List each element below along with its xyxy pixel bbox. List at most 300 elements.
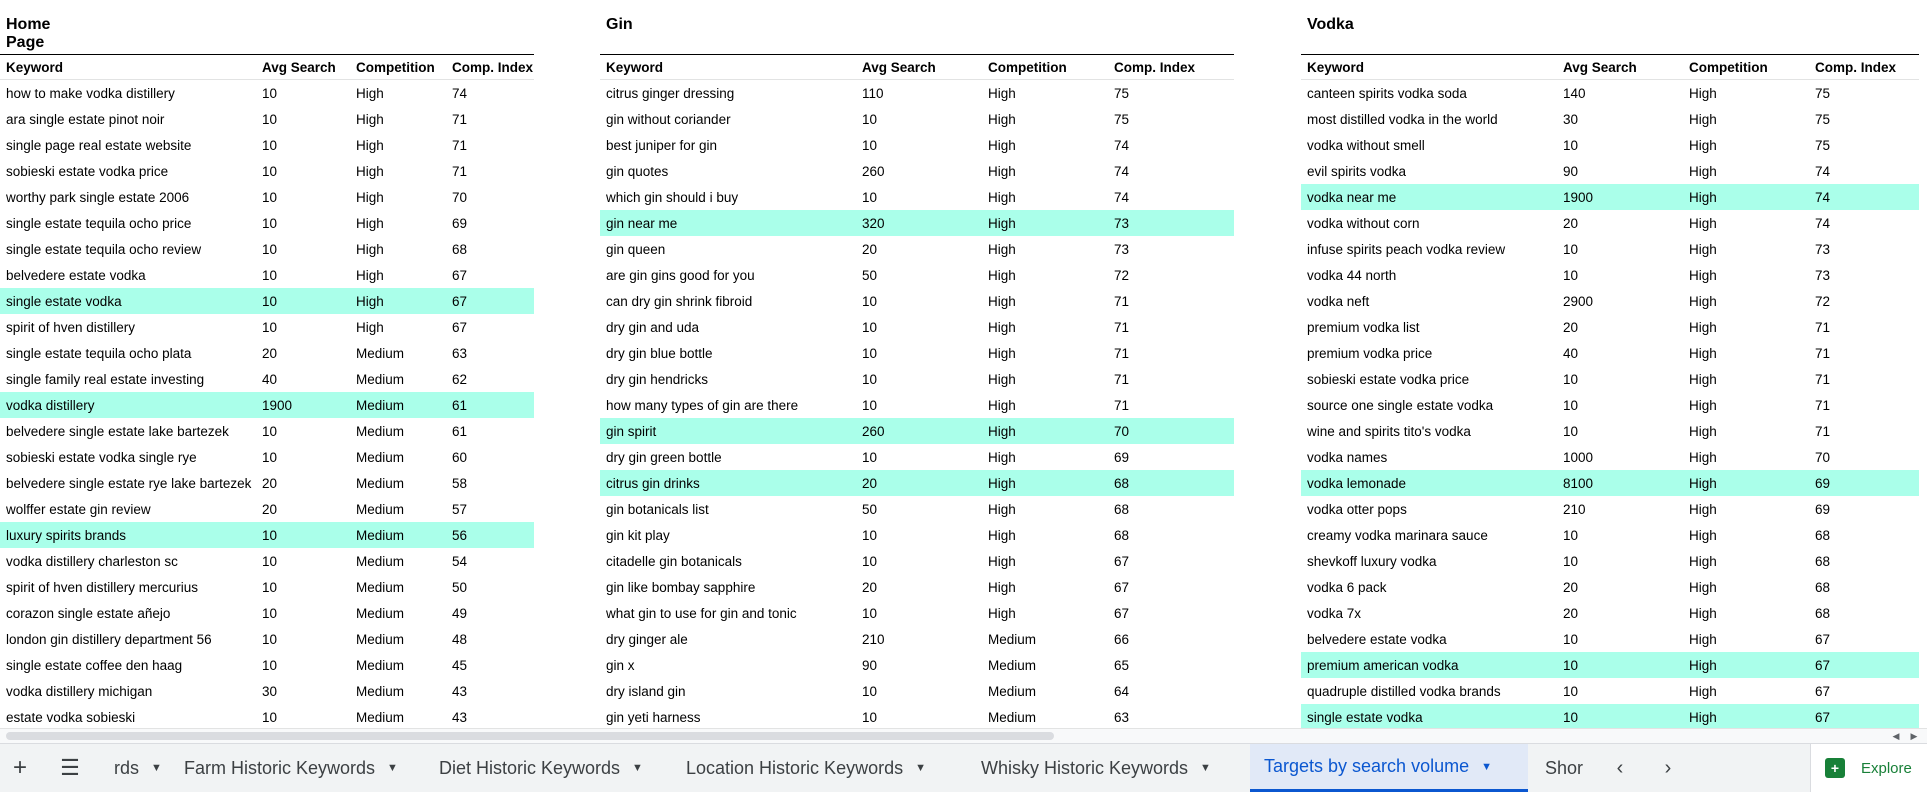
keyword-cell[interactable]: evil spirits vodka: [1307, 163, 1407, 179]
avg-search-cell[interactable]: 10: [862, 293, 878, 309]
avg-search-cell[interactable]: 10: [1563, 683, 1579, 699]
comp-index-cell[interactable]: 68: [452, 241, 468, 257]
keyword-cell[interactable]: luxury spirits brands: [0, 522, 256, 548]
comp-index-cell[interactable]: 68: [1108, 470, 1234, 496]
comp-index-cell[interactable]: 71: [1815, 423, 1831, 439]
avg-search-cell[interactable]: 20: [862, 579, 878, 595]
competition-cell[interactable]: High: [356, 111, 384, 127]
comp-index-cell[interactable]: 75: [1114, 111, 1130, 127]
competition-cell[interactable]: High: [988, 137, 1016, 153]
comp-index-cell[interactable]: 67: [446, 288, 534, 314]
horizontal-scrollbar[interactable]: [0, 728, 1927, 743]
competition-cell[interactable]: High: [988, 85, 1016, 101]
keyword-cell[interactable]: gin kit play: [606, 527, 670, 543]
keyword-cell[interactable]: canteen spirits vodka soda: [1307, 85, 1467, 101]
comp-index-cell[interactable]: 60: [452, 449, 468, 465]
avg-search-cell[interactable]: 10: [1563, 371, 1579, 387]
explore-button[interactable]: [1810, 744, 1927, 792]
scroll-tabs-right-button[interactable]: [1646, 744, 1690, 792]
avg-search-cell[interactable]: 1900: [256, 392, 350, 418]
comp-index-cell[interactable]: 71: [1114, 397, 1130, 413]
keyword-cell[interactable]: gin queen: [606, 241, 666, 257]
avg-search-cell[interactable]: 10: [862, 319, 878, 335]
competition-cell[interactable]: High: [1689, 111, 1717, 127]
competition-cell[interactable]: High: [1683, 704, 1809, 728]
avg-search-cell[interactable]: 10: [262, 215, 278, 231]
competition-cell[interactable]: High: [356, 189, 384, 205]
competition-cell[interactable]: High: [1689, 423, 1717, 439]
keyword-cell[interactable]: most distilled vodka in the world: [1307, 111, 1498, 127]
comp-index-cell[interactable]: 68: [1815, 553, 1831, 569]
keyword-cell[interactable]: citadelle gin botanicals: [606, 553, 742, 569]
keyword-cell[interactable]: single estate vodka: [1301, 704, 1557, 728]
comp-index-cell[interactable]: 67: [1809, 704, 1919, 728]
sheet-tab[interactable]: [967, 744, 1245, 792]
comp-index-cell[interactable]: 54: [452, 553, 468, 569]
competition-cell[interactable]: High: [988, 111, 1016, 127]
keyword-cell[interactable]: vodka 6 pack: [1307, 579, 1387, 595]
avg-search-cell[interactable]: 10: [862, 709, 878, 725]
avg-search-cell[interactable]: 1900: [1557, 184, 1683, 210]
keyword-cell[interactable]: quadruple distilled vodka brands: [1307, 683, 1501, 699]
avg-search-header[interactable]: Avg Search: [256, 55, 350, 80]
competition-cell[interactable]: High: [1689, 631, 1717, 647]
comp-index-cell[interactable]: 72: [1114, 267, 1130, 283]
keyword-cell[interactable]: vodka 7x: [1307, 605, 1362, 621]
avg-search-cell[interactable]: 20: [1563, 215, 1579, 231]
comp-index-cell[interactable]: 70: [452, 189, 468, 205]
avg-search-cell[interactable]: 140: [1563, 85, 1586, 101]
competition-cell[interactable]: Medium: [988, 709, 1037, 725]
comp-index-cell[interactable]: 74: [1809, 184, 1919, 210]
competition-cell[interactable]: High: [988, 397, 1016, 413]
avg-search-cell[interactable]: 10: [262, 449, 278, 465]
keyword-cell[interactable]: gin botanicals list: [606, 501, 709, 517]
comp-index-cell[interactable]: 68: [1114, 527, 1130, 543]
competition-cell[interactable]: High: [1683, 470, 1809, 496]
avg-search-cell[interactable]: 10: [862, 345, 878, 361]
competition-cell[interactable]: High: [988, 553, 1016, 569]
competition-cell[interactable]: High: [1689, 501, 1717, 517]
avg-search-cell[interactable]: 10: [262, 709, 278, 725]
keyword-cell[interactable]: vodka 44 north: [1307, 267, 1397, 283]
comp-index-cell[interactable]: 73: [1108, 210, 1234, 236]
keyword-cell[interactable]: best juniper for gin: [606, 137, 718, 153]
competition-cell[interactable]: High: [988, 501, 1016, 517]
competition-cell[interactable]: Medium: [356, 553, 405, 569]
avg-search-cell[interactable]: 10: [1563, 241, 1579, 257]
keyword-cell[interactable]: vodka near me: [1301, 184, 1557, 210]
keyword-cell[interactable]: gin spirit: [600, 418, 856, 444]
keyword-cell[interactable]: belvedere single estate lake bartezek: [6, 423, 229, 439]
keyword-cell[interactable]: are gin gins good for you: [606, 267, 755, 283]
avg-search-cell[interactable]: 10: [862, 683, 878, 699]
keyword-cell[interactable]: wine and spirits tito's vodka: [1307, 423, 1471, 439]
avg-search-cell[interactable]: 50: [862, 267, 878, 283]
avg-search-cell[interactable]: 10: [1557, 704, 1683, 728]
avg-search-cell[interactable]: 10: [262, 553, 278, 569]
avg-search-cell[interactable]: 10: [862, 527, 878, 543]
avg-search-cell[interactable]: 10: [262, 605, 278, 621]
comp-index-cell[interactable]: 74: [452, 85, 468, 101]
avg-search-cell[interactable]: 10: [1563, 397, 1579, 413]
avg-search-cell[interactable]: 30: [262, 683, 278, 699]
comp-index-cell[interactable]: 67: [1815, 683, 1831, 699]
keyword-cell[interactable]: vodka names: [1307, 449, 1388, 465]
keyword-cell[interactable]: which gin should i buy: [606, 189, 739, 205]
competition-cell[interactable]: Medium: [356, 579, 405, 595]
comp-index-cell[interactable]: 73: [1114, 241, 1130, 257]
comp-index-cell[interactable]: 71: [1114, 293, 1130, 309]
competition-cell[interactable]: High: [1689, 137, 1717, 153]
comp-index-cell[interactable]: 61: [452, 423, 468, 439]
avg-search-cell[interactable]: 20: [856, 470, 982, 496]
competition-cell[interactable]: High: [1689, 527, 1717, 543]
keyword-cell[interactable]: sobieski estate vodka price: [6, 163, 169, 179]
avg-search-cell[interactable]: 20: [262, 501, 278, 517]
keyword-cell[interactable]: vodka distillery: [0, 392, 256, 418]
keyword-cell[interactable]: single estate vodka: [0, 288, 256, 314]
keyword-cell[interactable]: source one single estate vodka: [1307, 397, 1494, 413]
keyword-cell[interactable]: vodka neft: [1307, 293, 1370, 309]
sheet-tab[interactable]: [1250, 744, 1528, 792]
comp-index-cell[interactable]: 74: [1114, 137, 1130, 153]
avg-search-cell[interactable]: 30: [1563, 111, 1579, 127]
avg-search-cell[interactable]: 10: [862, 371, 878, 387]
comp-index-cell[interactable]: 69: [1114, 449, 1130, 465]
avg-search-cell[interactable]: 10: [862, 397, 878, 413]
keyword-header[interactable]: Keyword: [0, 55, 256, 80]
competition-cell[interactable]: High: [1689, 85, 1717, 101]
competition-cell[interactable]: Medium: [350, 522, 446, 548]
keyword-cell[interactable]: can dry gin shrink fibroid: [606, 293, 753, 309]
keyword-cell[interactable]: citrus ginger dressing: [606, 85, 735, 101]
keyword-cell[interactable]: vodka distillery charleston sc: [6, 553, 178, 569]
avg-search-cell[interactable]: 260: [862, 163, 885, 179]
avg-search-cell[interactable]: 20: [1563, 605, 1579, 621]
competition-header[interactable]: Competition: [350, 55, 446, 80]
keyword-cell[interactable]: spirit of hven distillery mercurius: [6, 579, 199, 595]
comp-index-cell[interactable]: 65: [1114, 657, 1130, 673]
keyword-cell[interactable]: gin near me: [600, 210, 856, 236]
comp-index-cell[interactable]: 50: [452, 579, 468, 595]
avg-search-cell[interactable]: 10: [1563, 423, 1579, 439]
competition-cell[interactable]: High: [1689, 371, 1717, 387]
keyword-cell[interactable]: worthy park single estate 2006: [6, 189, 190, 205]
avg-search-cell[interactable]: 210: [862, 631, 885, 647]
comp-index-cell[interactable]: 72: [1815, 293, 1831, 309]
keyword-cell[interactable]: estate vodka sobieski: [6, 709, 136, 725]
comp-index-cell[interactable]: 67: [1114, 553, 1130, 569]
competition-cell[interactable]: High: [1689, 241, 1717, 257]
avg-search-cell[interactable]: 10: [262, 579, 278, 595]
avg-search-cell[interactable]: 50: [862, 501, 878, 517]
comp-index-cell[interactable]: 73: [1815, 267, 1831, 283]
comp-index-cell[interactable]: 48: [452, 631, 468, 647]
comp-index-cell[interactable]: 74: [1815, 215, 1831, 231]
avg-search-cell[interactable]: 40: [1563, 345, 1579, 361]
avg-search-cell[interactable]: 260: [856, 418, 982, 444]
comp-index-header[interactable]: Comp. Index: [1108, 55, 1234, 80]
avg-search-cell[interactable]: 10: [1563, 267, 1579, 283]
avg-search-cell[interactable]: 110: [862, 85, 884, 101]
comp-index-cell[interactable]: 74: [1114, 189, 1130, 205]
sheet-tab[interactable]: [1533, 744, 1593, 792]
horizontal-scrollbar-thumb[interactable]: [6, 732, 1054, 740]
avg-search-cell[interactable]: 40: [262, 371, 278, 387]
comp-index-cell[interactable]: 43: [452, 709, 468, 725]
comp-index-cell[interactable]: 63: [452, 345, 468, 361]
avg-search-cell[interactable]: 10: [862, 111, 878, 127]
competition-header[interactable]: Competition: [982, 55, 1108, 80]
competition-cell[interactable]: High: [988, 345, 1016, 361]
keyword-cell[interactable]: vodka without corn: [1307, 215, 1420, 231]
competition-cell[interactable]: High: [988, 605, 1016, 621]
avg-search-cell[interactable]: 10: [262, 241, 278, 257]
avg-search-cell[interactable]: 10: [1563, 527, 1579, 543]
keyword-cell[interactable]: belvedere estate vodka: [1307, 631, 1447, 647]
keyword-cell[interactable]: citrus gin drinks: [600, 470, 856, 496]
competition-cell[interactable]: Medium: [350, 392, 446, 418]
avg-search-cell[interactable]: 10: [862, 449, 878, 465]
competition-cell[interactable]: Medium: [356, 423, 405, 439]
competition-cell[interactable]: High: [1683, 652, 1809, 678]
avg-search-cell[interactable]: 10: [262, 137, 278, 153]
competition-cell[interactable]: High: [1689, 683, 1717, 699]
sheet-tab[interactable]: [100, 744, 170, 792]
comp-index-cell[interactable]: 69: [452, 215, 468, 231]
keyword-cell[interactable]: creamy vodka marinara sauce: [1307, 527, 1488, 543]
comp-index-cell[interactable]: 73: [1815, 241, 1831, 257]
keyword-cell[interactable]: gin like bombay sapphire: [606, 579, 756, 595]
competition-cell[interactable]: High: [1689, 553, 1717, 569]
competition-cell[interactable]: Medium: [988, 631, 1037, 647]
keyword-cell[interactable]: dry gin blue bottle: [606, 345, 713, 361]
avg-search-cell[interactable]: 10: [256, 522, 350, 548]
competition-cell[interactable]: High: [988, 163, 1016, 179]
keyword-header[interactable]: Keyword: [600, 55, 856, 80]
comp-index-cell[interactable]: 75: [1114, 85, 1130, 101]
comp-index-cell[interactable]: 70: [1108, 418, 1234, 444]
competition-header[interactable]: Competition: [1683, 55, 1809, 80]
competition-cell[interactable]: High: [356, 215, 384, 231]
comp-index-cell[interactable]: 68: [1114, 501, 1130, 517]
all-sheets-button[interactable]: [50, 744, 90, 792]
comp-index-cell[interactable]: 45: [452, 657, 468, 673]
avg-search-cell[interactable]: 10: [262, 657, 278, 673]
competition-cell[interactable]: High: [356, 267, 384, 283]
comp-index-cell[interactable]: 67: [452, 319, 468, 335]
competition-cell[interactable]: High: [356, 85, 384, 101]
comp-index-cell[interactable]: 71: [1815, 319, 1831, 335]
keyword-cell[interactable]: shevkoff luxury vodka: [1307, 553, 1437, 569]
keyword-cell[interactable]: spirit of hven distillery: [6, 319, 136, 335]
comp-index-cell[interactable]: 67: [1114, 579, 1130, 595]
competition-cell[interactable]: High: [982, 210, 1108, 236]
avg-search-cell[interactable]: 10: [262, 189, 278, 205]
sheet-tab[interactable]: [672, 744, 962, 792]
competition-cell[interactable]: High: [1689, 449, 1717, 465]
comp-index-cell[interactable]: 67: [452, 267, 468, 283]
keyword-cell[interactable]: single estate coffee den haag: [6, 657, 183, 673]
avg-search-header[interactable]: Avg Search: [1557, 55, 1683, 80]
keyword-cell[interactable]: london gin distillery department 56: [6, 631, 212, 647]
avg-search-cell[interactable]: 2900: [1563, 293, 1594, 309]
avg-search-cell[interactable]: 10: [1563, 553, 1579, 569]
keyword-cell[interactable]: gin without coriander: [606, 111, 731, 127]
avg-search-cell[interactable]: 10: [262, 319, 278, 335]
comp-index-cell[interactable]: 62: [452, 371, 468, 387]
avg-search-cell[interactable]: 10: [862, 189, 878, 205]
comp-index-cell[interactable]: 67: [1114, 605, 1130, 621]
caret-down-icon[interactable]: ▼: [632, 762, 643, 774]
caret-down-icon[interactable]: ▼: [1481, 760, 1492, 773]
keyword-cell[interactable]: single family real estate investing: [6, 371, 205, 387]
competition-cell[interactable]: Medium: [356, 501, 405, 517]
caret-down-icon[interactable]: ▼: [151, 762, 162, 774]
comp-index-cell[interactable]: 67: [1815, 631, 1831, 647]
competition-cell[interactable]: High: [988, 371, 1016, 387]
avg-search-cell[interactable]: 10: [1563, 137, 1579, 153]
comp-index-cell[interactable]: 74: [1114, 163, 1130, 179]
keyword-cell[interactable]: dry gin and uda: [606, 319, 700, 335]
competition-cell[interactable]: High: [1689, 605, 1717, 621]
comp-index-cell[interactable]: 75: [1815, 85, 1831, 101]
competition-cell[interactable]: High: [988, 449, 1016, 465]
caret-down-icon[interactable]: ▼: [387, 762, 398, 774]
keyword-cell[interactable]: dry gin hendricks: [606, 371, 709, 387]
comp-index-cell[interactable]: 71: [1815, 345, 1831, 361]
keyword-cell[interactable]: sobieski estate vodka single rye: [6, 449, 197, 465]
keyword-cell[interactable]: gin yeti harness: [606, 709, 701, 725]
comp-index-header[interactable]: Comp. Index: [1809, 55, 1919, 80]
competition-cell[interactable]: High: [982, 418, 1108, 444]
keyword-cell[interactable]: single estate tequila ocho price: [6, 215, 192, 231]
keyword-cell[interactable]: belvedere estate vodka: [6, 267, 146, 283]
avg-search-cell[interactable]: 10: [262, 423, 278, 439]
competition-cell[interactable]: Medium: [356, 345, 405, 361]
scroll-tabs-left-button[interactable]: [1598, 744, 1642, 792]
avg-search-cell[interactable]: 20: [1563, 579, 1579, 595]
competition-cell[interactable]: High: [356, 163, 384, 179]
scroll-right-arrow-icon[interactable]: ▶: [1910, 731, 1918, 741]
keyword-cell[interactable]: corazon single estate añejo: [6, 605, 171, 621]
avg-search-cell[interactable]: 10: [862, 553, 878, 569]
caret-down-icon[interactable]: ▼: [915, 762, 926, 774]
comp-index-cell[interactable]: 69: [1809, 470, 1919, 496]
comp-index-cell[interactable]: 57: [452, 501, 468, 517]
keyword-cell[interactable]: premium american vodka: [1301, 652, 1557, 678]
competition-cell[interactable]: High: [988, 319, 1016, 335]
comp-index-cell[interactable]: 43: [452, 683, 468, 699]
comp-index-cell[interactable]: 63: [1114, 709, 1130, 725]
comp-index-cell[interactable]: 71: [1815, 397, 1831, 413]
competition-cell[interactable]: High: [1689, 345, 1717, 361]
keyword-cell[interactable]: dry gin green bottle: [606, 449, 722, 465]
keyword-cell[interactable]: premium vodka price: [1307, 345, 1433, 361]
comp-index-cell[interactable]: 71: [452, 163, 468, 179]
competition-cell[interactable]: High: [1689, 215, 1717, 231]
comp-index-cell[interactable]: 58: [452, 475, 468, 491]
competition-cell[interactable]: High: [1683, 184, 1809, 210]
competition-cell[interactable]: Medium: [356, 475, 405, 491]
keyword-cell[interactable]: vodka distillery michigan: [6, 683, 153, 699]
competition-cell[interactable]: High: [1689, 397, 1717, 413]
comp-index-cell[interactable]: 68: [1815, 527, 1831, 543]
sheet-tab[interactable]: [170, 744, 420, 792]
keyword-cell[interactable]: wolffer estate gin review: [6, 501, 151, 517]
avg-search-cell[interactable]: 10: [262, 267, 278, 283]
avg-search-cell[interactable]: 20: [262, 475, 278, 491]
avg-search-cell[interactable]: 10: [1557, 652, 1683, 678]
avg-search-cell[interactable]: 8100: [1557, 470, 1683, 496]
comp-index-cell[interactable]: 71: [452, 111, 468, 127]
keyword-cell[interactable]: vodka lemonade: [1301, 470, 1557, 496]
competition-cell[interactable]: High: [988, 579, 1016, 595]
comp-index-cell[interactable]: 71: [452, 137, 468, 153]
avg-search-cell[interactable]: 90: [862, 657, 878, 673]
sheet-tab[interactable]: [425, 744, 665, 792]
keyword-cell[interactable]: dry ginger ale: [606, 631, 688, 647]
comp-index-cell[interactable]: 68: [1815, 579, 1831, 595]
avg-search-cell[interactable]: 20: [262, 345, 278, 361]
competition-cell[interactable]: High: [1689, 579, 1717, 595]
keyword-cell[interactable]: ara single estate pinot noir: [6, 111, 165, 127]
comp-index-cell[interactable]: 71: [1114, 319, 1130, 335]
competition-cell[interactable]: High: [356, 137, 384, 153]
keyword-cell[interactable]: premium vodka list: [1307, 319, 1420, 335]
comp-index-cell[interactable]: 70: [1815, 449, 1831, 465]
comp-index-cell[interactable]: 68: [1815, 605, 1831, 621]
competition-cell[interactable]: Medium: [356, 683, 405, 699]
keyword-cell[interactable]: single estate tequila ocho plata: [6, 345, 192, 361]
competition-cell[interactable]: High: [1689, 267, 1717, 283]
competition-cell[interactable]: Medium: [988, 683, 1037, 699]
comp-index-cell[interactable]: 74: [1815, 163, 1831, 179]
comp-index-cell[interactable]: 69: [1815, 501, 1831, 517]
keyword-cell[interactable]: sobieski estate vodka price: [1307, 371, 1470, 387]
avg-search-cell[interactable]: 210: [1563, 501, 1586, 517]
competition-cell[interactable]: High: [988, 189, 1016, 205]
keyword-cell[interactable]: vodka without smell: [1307, 137, 1425, 153]
avg-search-cell[interactable]: 90: [1563, 163, 1579, 179]
avg-search-cell[interactable]: 20: [1563, 319, 1579, 335]
avg-search-cell[interactable]: 10: [262, 631, 278, 647]
comp-index-cell[interactable]: 71: [1114, 371, 1130, 387]
avg-search-header[interactable]: Avg Search: [856, 55, 982, 80]
comp-index-cell[interactable]: 67: [1809, 652, 1919, 678]
comp-index-cell[interactable]: 75: [1815, 111, 1831, 127]
comp-index-cell[interactable]: 75: [1815, 137, 1831, 153]
avg-search-cell[interactable]: 10: [256, 288, 350, 314]
competition-cell[interactable]: High: [988, 293, 1016, 309]
comp-index-cell[interactable]: 61: [446, 392, 534, 418]
keyword-header[interactable]: Keyword: [1301, 55, 1557, 80]
keyword-cell[interactable]: vodka otter pops: [1307, 501, 1407, 517]
competition-cell[interactable]: High: [1689, 319, 1717, 335]
competition-cell[interactable]: High: [356, 319, 384, 335]
avg-search-cell[interactable]: 20: [862, 241, 878, 257]
keyword-cell[interactable]: infuse spirits peach vodka review: [1307, 241, 1506, 257]
avg-search-cell[interactable]: 10: [1563, 631, 1579, 647]
competition-cell[interactable]: High: [988, 267, 1016, 283]
comp-index-cell[interactable]: 66: [1114, 631, 1130, 647]
caret-down-icon[interactable]: ▼: [1200, 762, 1211, 774]
keyword-cell[interactable]: dry island gin: [606, 683, 686, 699]
scroll-left-arrow-icon[interactable]: ◀: [1892, 731, 1900, 741]
avg-search-cell[interactable]: 10: [262, 111, 278, 127]
competition-cell[interactable]: High: [982, 470, 1108, 496]
